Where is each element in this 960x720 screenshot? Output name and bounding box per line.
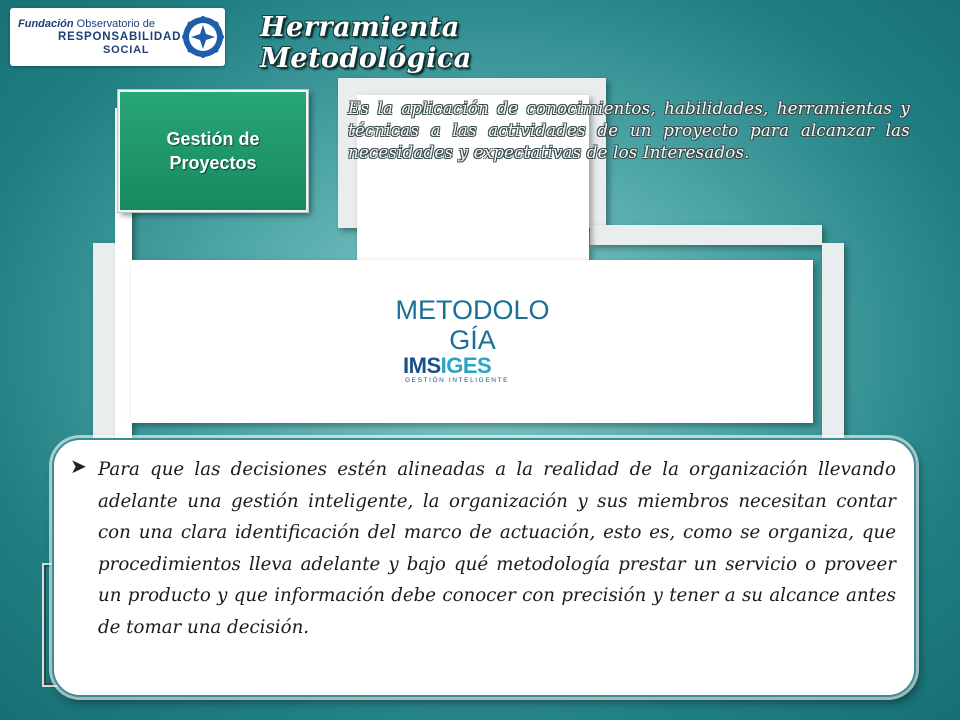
metodologia-line2: GÍA [449,325,496,355]
logo-text [18,18,181,57]
bullet-text: Para que las decisiones estén alineadas a la realidad de la organización llevando adelante una gestión inteligente, la organización y sus miembros necesitan contar con una clara identificación del marco de actuación, esto es, como se organiza, que procedimientos lleva adelante y bajo qué metodología prestar un servicio o proveer un producto y que información debe conocer con precisión y tener a su alcance antes de tomar una decisión. [98,459,896,638]
background-card [93,243,115,443]
metodologia-heading [375,295,570,355]
logo-line2: RESPONSABILIDAD [58,31,182,43]
brand-subtitle: GESTIÓN INTELIGENTE [405,377,510,384]
logo-line3: SOCIAL [103,44,150,56]
metodologia-line1: METODOLO [395,295,550,325]
gestion-proyectos-label: Gestión de Proyectos [166,129,260,173]
imsiges-logo [403,355,543,385]
arrow-bullet-icon: ➤ [70,454,87,478]
brand-part-a: IMS [403,353,441,378]
background-card [590,225,822,245]
logo-line1-b: Observatorio de [76,18,155,30]
brand-part-b: IGES [440,353,492,378]
logo-line1-a: Fundación [18,18,74,30]
page-title: Herramienta Metodológica [260,12,472,74]
gestion-proyectos-box [118,90,308,212]
background-card [822,243,844,443]
logo [10,8,225,66]
compass-star-icon [180,14,226,60]
definition-text: Es la aplicación de conocimientos, habilidades, herramientas y técnicas a las actividades de un proyecto para alcanzar las necesidades y expectativas de los Interesados. [348,99,910,162]
